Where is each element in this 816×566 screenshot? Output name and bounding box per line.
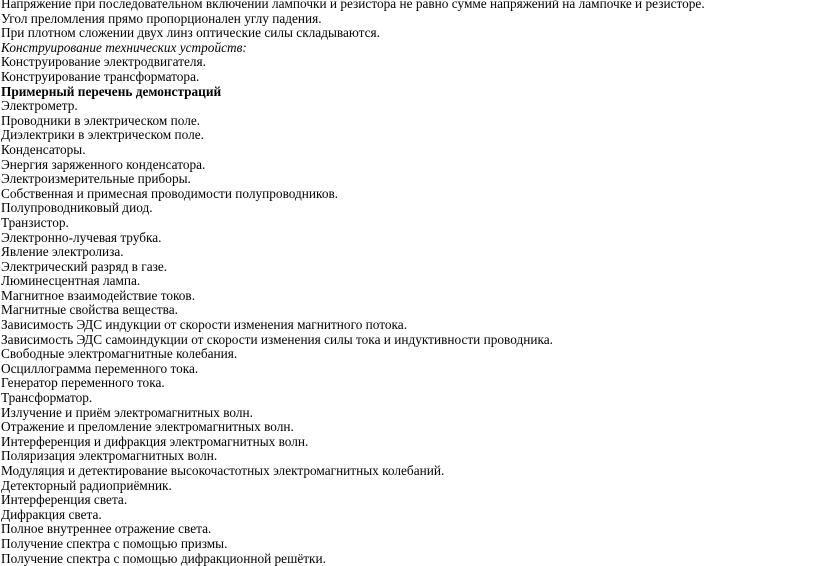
demonstration-item: Диэлектрики в электрическом поле. xyxy=(1,128,204,143)
demonstration-item: Магнитные свойства вещества. xyxy=(1,303,179,318)
demonstration-item: Электрометр. xyxy=(1,99,78,114)
document-body xyxy=(1,0,813,566)
intro-line: Угол преломления прямо пропорционален углу падения. xyxy=(1,11,322,26)
demonstration-item: Электрический разряд в газе. xyxy=(1,259,168,274)
demonstration-item: Энергия заряженного конденсатора. xyxy=(1,157,206,172)
demonstration-item: Электроизмерительные приборы. xyxy=(1,172,191,187)
design-heading: Конструирование технических устройств: xyxy=(1,40,247,55)
demonstration-item: Осциллограмма переменного тока. xyxy=(1,361,199,376)
demonstration-item: Поляризация электромагнитных волн. xyxy=(1,449,218,464)
demonstration-item: Отражение и преломление электромагнитных волн. xyxy=(1,420,294,435)
demonstration-item: Явление электролиза. xyxy=(1,245,124,260)
demonstration-item: Транзистор. xyxy=(1,215,69,230)
demonstration-item: Свободные электромагнитные колебания. xyxy=(1,347,238,362)
intro-line: Напряжение при последовательном включении лампочки и резистора не равно сумме напряжений на лампочке и резисторе. xyxy=(1,0,705,11)
demonstration-item: Интерференция света. xyxy=(1,493,128,508)
intro-section xyxy=(1,0,813,41)
demonstration-item: Излучение и приём электромагнитных волн. xyxy=(1,405,253,420)
demonstration-item: Люминесцентная лампа. xyxy=(1,274,141,289)
demonstration-item: Собственная и примесная проводимости полупроводников. xyxy=(1,186,339,201)
demonstration-item: Электронно-лучевая трубка. xyxy=(1,230,162,245)
demonstration-item: Зависимость ЭДС самоиндукции от скорости изменения силы тока и индуктивности проводника. xyxy=(1,332,553,347)
demonstration-item: Модуляция и детектирование высокочастотных электромагнитных колебаний. xyxy=(1,464,445,478)
demonstration-item: Магнитное взаимодействие токов. xyxy=(1,288,196,303)
demonstration-item: Зависимость ЭДС индукции от скорости изменения магнитного потока. xyxy=(1,318,408,333)
demonstration-item: Дифракция света. xyxy=(1,507,102,522)
design-section xyxy=(1,41,813,85)
demonstration-item: Получение спектра с помощью дифракционной решётки. xyxy=(1,551,326,566)
demonstration-item: Полное внутреннее отражение света. xyxy=(1,522,212,537)
intro-line: При плотном сложении двух линз оптические силы складываются. xyxy=(1,26,380,41)
demonstrations-heading: Примерный перечень демонстраций xyxy=(1,84,222,99)
demonstrations-list xyxy=(1,99,813,566)
design-item: Конструирование электродвигателя. xyxy=(1,55,206,70)
demonstration-item: Детекторный радиоприёмник. xyxy=(1,478,172,493)
demonstration-item: Полупроводниковый диод. xyxy=(1,201,153,216)
demonstration-item: Трансформатор. xyxy=(1,391,93,406)
demonstrations-section xyxy=(1,85,813,566)
demonstration-item: Интерференция и дифракция электромагнитных волн. xyxy=(1,434,309,449)
demonstration-item: Проводники в электрическом поле. xyxy=(1,113,201,128)
design-item: Конструирование трансформатора. xyxy=(1,69,200,84)
demonstration-item: Получение спектра с помощью призмы. xyxy=(1,536,228,551)
demonstration-item: Генератор переменного тока. xyxy=(1,376,165,391)
demonstration-item: Конденсаторы. xyxy=(1,142,86,157)
